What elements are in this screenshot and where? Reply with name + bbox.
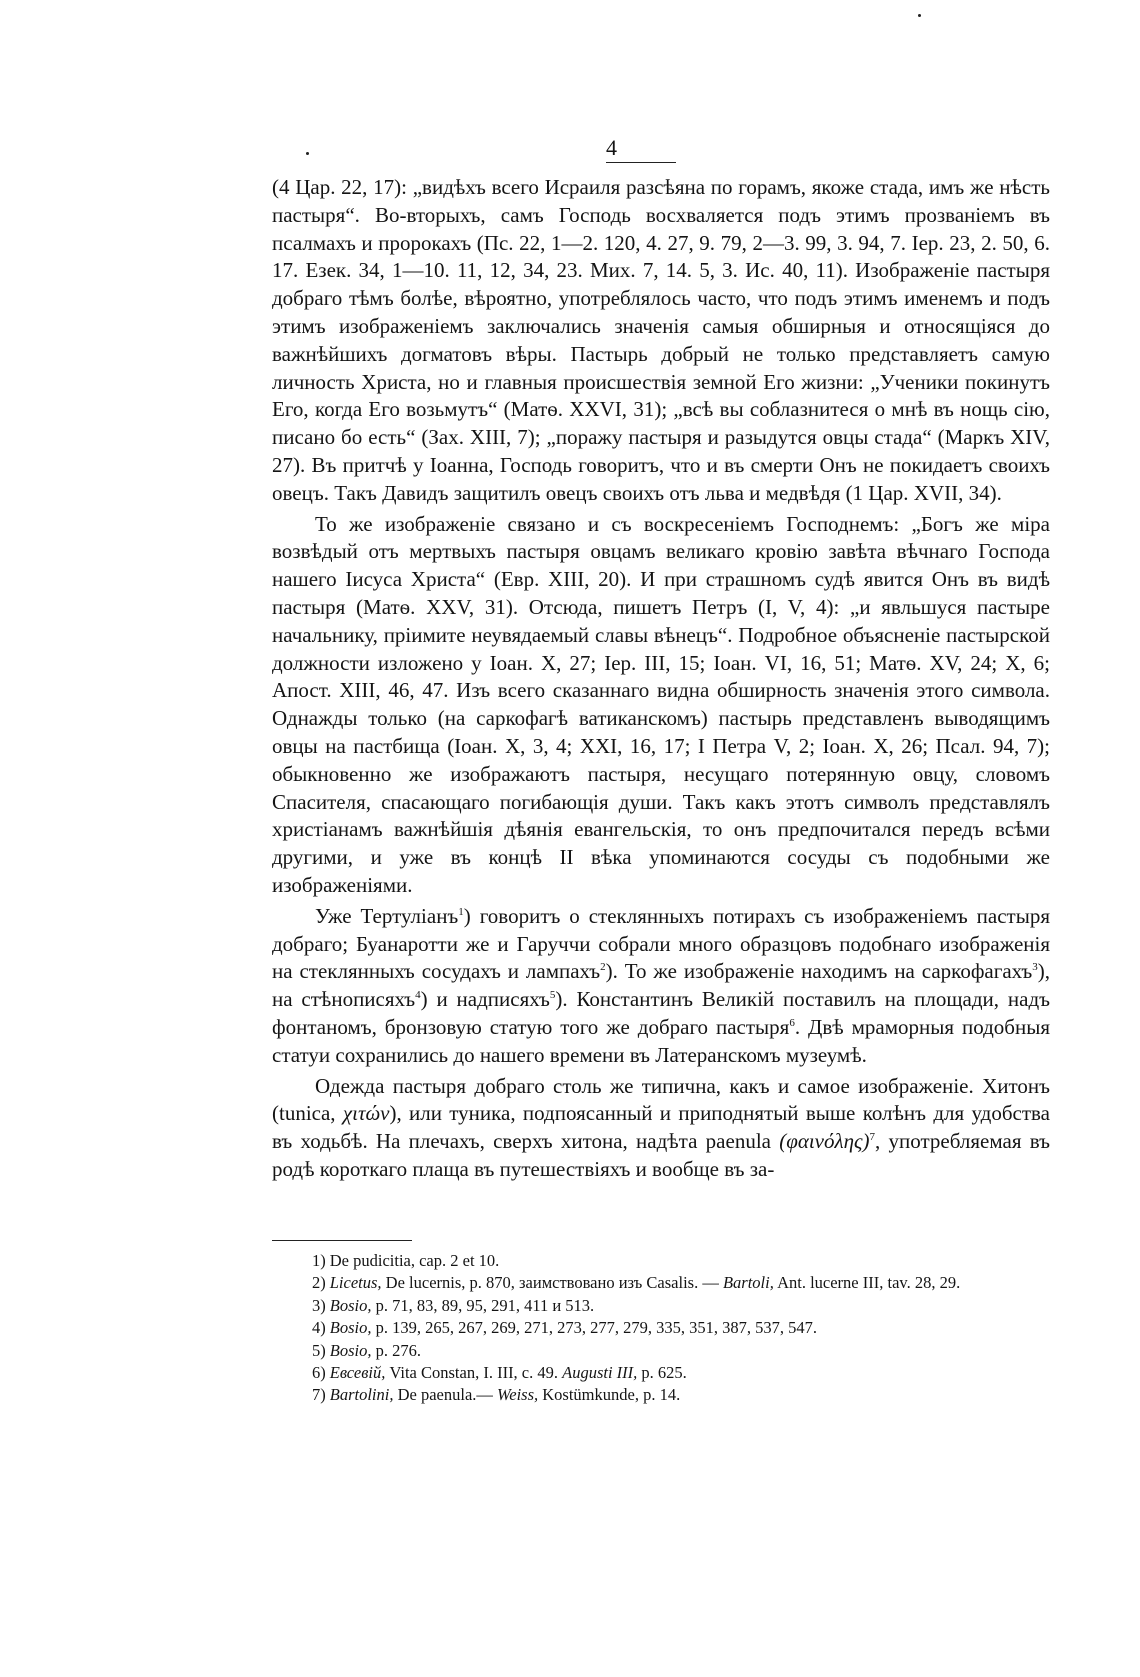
footnote-author: Евсевій, [329, 1363, 386, 1383]
footnote-mark: 4) [312, 1318, 326, 1338]
footnote-mark: 5) [312, 1340, 326, 1360]
footnote-author: Augusti III, [562, 1363, 638, 1383]
footnote-text: p. 276. [371, 1340, 421, 1360]
paragraph-3 [272, 903, 1050, 1070]
footnote-author: Licetus, [329, 1273, 382, 1293]
speck [918, 14, 921, 17]
footnote-ref: 3 [1032, 961, 1038, 974]
footnote-ref: 6 [789, 1016, 795, 1029]
paragraph-4 [272, 1073, 1050, 1184]
footnote-ref: 4 [415, 989, 421, 1002]
para3-text: ). Константинъ Великій поставилъ на площади, надъ фонтаномъ, бронзовую статую того же добраго пастыря [272, 987, 1050, 1039]
footnote-author: Bosio, [329, 1318, 372, 1338]
footnote-ref: 5 [549, 989, 556, 1002]
para3-text: ) говоритъ о стеклянныхъ потирахъ съ изображеніемъ пастыря добраго; Буанаротти же и Гаруччи собрали много образцовъ подобнаго изображенія на стеклянныхъ сосудахъ и лампахъ [272, 903, 1050, 984]
footnotes [272, 1250, 1050, 1407]
page-number-rule [606, 162, 676, 163]
footnote-rule [272, 1240, 412, 1241]
footnote-text: De pudicitia, cap. 2 et 10. [329, 1251, 500, 1270]
footnote-author: Bartolini, [329, 1385, 394, 1405]
para4-text: , употребляемая въ родѣ короткаго плаща въ путешествіяхъ и вообще въ за- [272, 1129, 1050, 1181]
footnote-ref: 2 [600, 961, 606, 974]
main-text [272, 174, 1050, 1187]
para3-text: . Двѣ мраморныя подобныя статуи сохранились до нашего времени въ Латеранскомъ музеумѣ. [272, 1014, 1051, 1067]
footnote-ref: 7 [869, 1131, 876, 1144]
footnote [272, 1340, 1050, 1362]
para3-text: Уже Тертуліанъ [315, 903, 459, 928]
greek-word: (φαινόλης) [779, 1129, 870, 1154]
footnote-mark: 3) [312, 1295, 326, 1315]
footnote-text: De paenula.— [393, 1385, 498, 1405]
footnote [272, 1250, 1050, 1272]
footnote-text: p. 139, 265, 267, 269, 271, 273, 277, 279, 335, 351, 387, 537, 547. [371, 1318, 817, 1338]
para4-text: Одежда пастыря добраго столь же типична, какъ и самое изображеніе. Хитонъ (tunica, [272, 1073, 1050, 1126]
paragraph-2: То же изображеніе связано и съ воскресеніемъ Господнемъ: „Богъ же міра возвѣдый отъ мертвыхъ пастыря овцамъ великаго кровію завѣта вѣчнаго Господа нашего Іисуса Христа“ (Евр. XIII, 20). И при страшномъ судѣ явится Онъ въ видѣ пастыря (Матѳ. XXV, 31). Отсюда, пишетъ Петръ (I, V, 4): „и явльшуся пастыре начальнику, пріимите неувядаемый славы вѣнецъ“. Подробное объясненіе пастырской должности изложено у Іоан. X, 27; Іер. III, 15; Іоан. VI, 16, 51; Матѳ. XV, 24; X, 6; Апост. XIII, 46, 47. Изъ всего сказаннаго видна обширность значенія этого символа. Однажды только (на саркофагѣ ватиканскомъ) пастырь представленъ выводящимъ овцы на пастбища (Іоан. X, 3, 4; XXI, 16, 17; I Петра V, 2; Іоан. X, 26; Псал. 94, 7); обыкновенно же изображаютъ пастыря, несущаго потерянную овцу, словомъ Спасителя, спасающаго погибающія души. Такъ какъ этотъ символъ представлялъ христіанамъ важнѣйшія дѣянія евангельскія, то онъ предпочитался передъ всѣми другими, и уже въ концѣ II вѣка упоминаются сосуды съ подобными же изображеніями. [272, 511, 1050, 897]
footnote-author: Bosio, [329, 1340, 372, 1360]
paragraph-1: (4 Цар. 22, 17): „видѣхъ всего Исраиля разсѣяна по горамъ, якоже стада, имъ же нѣсть пастыря“. Во-вторыхъ, самъ Господь восхваляется подъ этимъ прозваніемъ въ псалмахъ и пророкахъ (Пс. 22, 1—2. 120, 4. 27, 9. 79, 2—3. 99, 3. 94, 7. Іер. 23, 2. 50, 6. 17. Езек. 34, 1—10. 11, 12, 34, 23. Мих. 7, 14. 5, 3. Ис. 40, 11). Изображеніе пастыря добраго тѣмъ болѣе, вѣроятно, употреблялось часто, что подъ этимъ именемъ и подъ этимъ изображеніемъ заключались значенія самыя обширныя и относящіяся до важнѣйшихъ догматовъ вѣры. Пастырь добрый не только представляетъ самую личность Христа, но и главныя происшествія земной Его жизни: „Ученики покинутъ Его, когда Его возьмутъ“ (Матѳ. XXVI, 31); „всѣ вы соблазнитеся о мнѣ въ нощь сію, писано бо есть“ (Зах. XIII, 7); „поражу пастыря и разыдутся овцы стада“ (Маркъ XIV, 27). Въ притчѣ у Іоанна, Господь говоритъ, что и въ смерти Онъ не покидаетъ своихъ овецъ. Такъ Давидъ защитилъ овецъ своихъ отъ льва и медвѣдя (1 Цар. XVII, 34). [272, 175, 1050, 505]
footnote-text: De lucernis, p. 870, заимствовано изъ Casalis. — [381, 1273, 723, 1293]
footnote-mark: 6) [312, 1363, 326, 1383]
page-number: 4 [606, 135, 617, 160]
footnote-text: Vita Constan, I. III, c. 49. [385, 1363, 563, 1383]
footnote-text: p. 625. [637, 1363, 687, 1383]
greek-word: χιτών [342, 1101, 390, 1126]
footnote [272, 1272, 1050, 1294]
footnote-author: Weiss, [497, 1385, 539, 1405]
footnote-mark: 1) [312, 1251, 326, 1270]
footnote-text: Kostümkunde, p. 14. [538, 1385, 681, 1405]
para4-text: ), или туника, подпоясанный и приподнятый выше колѣнъ для удобства въ ходьбѣ. На плечахъ, сверхъ хитона, надѣта paenula [272, 1101, 1050, 1154]
footnote [272, 1362, 1050, 1384]
footnote [272, 1384, 1050, 1406]
footnote [272, 1317, 1050, 1339]
footnote-ref: 1 [458, 905, 464, 918]
footnote-mark: 7) [312, 1385, 326, 1405]
footnote-mark: 2) [312, 1273, 326, 1293]
footnote-author: Bartoli, [722, 1273, 774, 1293]
footnote-text: Ant. lucerne III, tav. 28, 29. [773, 1273, 961, 1293]
para3-text: ). То же изображеніе находимъ на саркофагахъ [605, 959, 1033, 984]
footnote-text: p. 71, 83, 89, 95, 291, 411 и 513. [371, 1295, 595, 1315]
para3-text: ), на стѣнописяхъ [272, 959, 1050, 1012]
para3-text: ) и надписяхъ [420, 987, 550, 1012]
footnote-author: Bosio, [329, 1295, 372, 1315]
footnote [272, 1295, 1050, 1317]
speck [306, 152, 309, 155]
